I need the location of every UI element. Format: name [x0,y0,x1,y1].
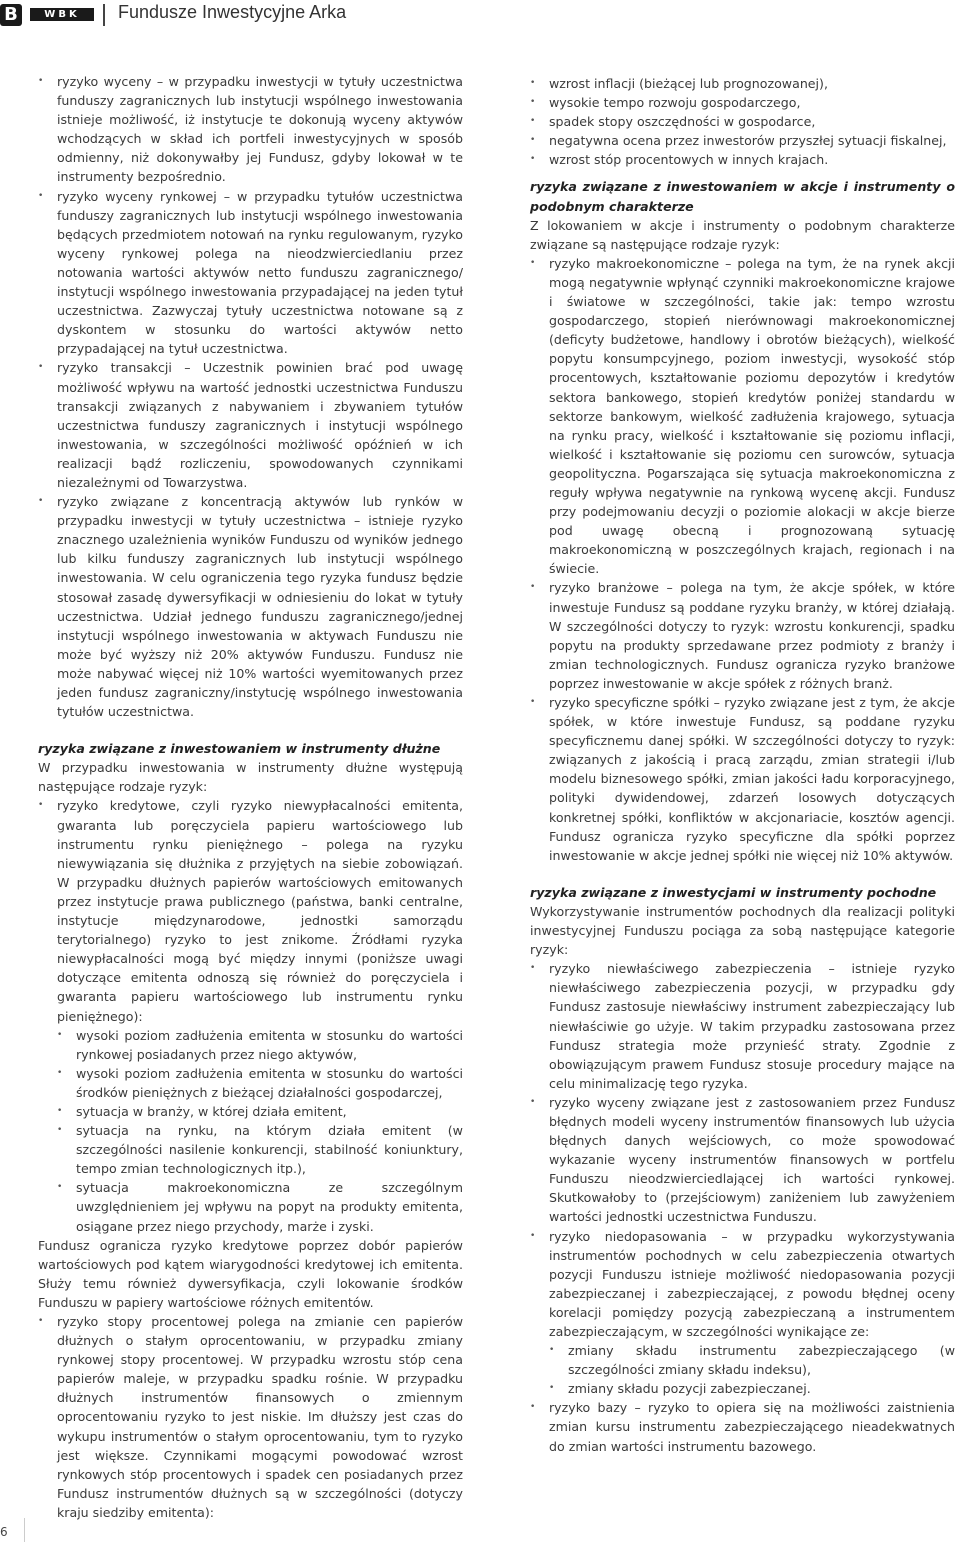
list-item: • ryzyko związane z koncentracją aktywów lub rynków w przypadku inwestycji w tytuły uczestnictwa – istnieje ryzyko znacznego uzależnienia wyników Funduszu od wyników jednego lub kilku funduszy zagranicznych lub instytucji wspólnego inwestowania. W celu ograniczenia tego ryzyka fundusz będzie stosował zasadę dywersyfikacji w odniesieniu do lokat w tytuły uczestnictwa. Udział jednego funduszu zagranicznego/jednej instytucji wspólnego inwestowania w aktywach Funduszu nie może być wyższy niż 20% aktywów Funduszu. Fundusz nie może nabywać więcej niż 10% wartości wyemitowanych przez jeden fundusz zagraniczny/instytucję wspólnego inwestowania tytułów uczestnictwa. [38,492,463,721]
right-column [530,74,955,1456]
left-column [38,72,463,1522]
list-item: • wzrost inflacji (bieżącej lub prognozowanej), [530,74,955,93]
section-heading-derivatives: ryzyka związane z inwestycjami w instrumenty pochodne [530,884,937,900]
rate-factor-list [530,74,955,169]
page-number: 6 [0,1525,8,1539]
wbk-logo: WBK [30,8,94,21]
list-item: • spadek stopy oszczędności w gospodarce, [530,112,955,131]
list-item: • ryzyko wyceny – w przypadku inwestycji w tytuły uczestnictwa funduszy zagranicznych lub instytucji wspólnego inwestowania istnieje możliwość, iż instytucje te dokonują wyceny aktywów wchodzących w skład ich portfeli inwestycyjnych w sposób odmienny, niż dokonywałby jej Fundusz, gdyby lokował w te instrumenty bezpośrednio. [38,72,463,187]
equity-risk-list [530,254,955,865]
sub-list-item: • wysoki poziom zadłużenia emitenta w stosunku do wartości rynkowej posiadanych przez niego aktywów, [57,1026,463,1064]
section-intro-debt: W przypadku inwestowania w instrumenty dłużne występują następujące rodzaje ryzyk: [38,760,463,795]
sub-list-item: • sytuacja na rynku, na którym działa emitent (w szczególności nasilenie konkurencji, stabilność koniunktury, tempo zmian technologicznych itp.), [57,1121,463,1178]
derivative-risk-list [530,959,955,1455]
list-item [38,796,463,1235]
list-item: • ryzyko wyceny rynkowej – w przypadku tytułów uczestnictwa funduszy zagranicznych lub instytucji wspólnego inwestowania będących przedmiotem notowań na rynku regulowanym, ryzyko wyceny rynkowej polega na nieodzwierciedlaniu przez notowania wartości aktywów netto funduszu zagranicznego/ instytucji wspólnego inwestowania przypadającej na jeden tytuł uczestnictwa. Zazwyczaj tytuły uczestnictwa notowane są z dyskontem w stosunku do wartości aktywów netto przypadającej na tytuł uczestnictwa. [38,187,463,359]
sub-list-item: • sytuacja makroekonomiczna ze szczególnym uwzględnieniem jej wpływu na popyt na produkty emitenta, osiągane przez niego przychody, marże i zyski. [57,1178,463,1235]
list-item: • ryzyko wyceny związane jest z zastosowaniem przez Fundusz błędnych modeli wyceny instrumentów finansowych lub użycia błędnych danych wejściowych, co może spowodować wykazanie wyceny instrumentów finansowych w portfelu Funduszu nieodzwierciedlającej ich wartości rynkowej. Skutkowałoby to (przejściowym) zaniżeniem lub zawyżeniem wartości jednostki uczestnictwa Funduszu. [530,1093,955,1227]
list-item: • ryzyko niewłaściwego zabezpieczenia – istnieje ryzyko niewłaściwego zabezpieczenia pozycji, w przypadku gdy Fundusz zastosuje niewłaściwy instrument zabezpieczający lub niewłaściwie go użyje. W takim przypadku zastosowana przez Fundusz strategia może przynieść straty. Zgodnie z obowiązującym prawem Fundusz stosuje procedury mające na celu minimalizację tego ryzyka. [530,959,955,1093]
page-header [0,0,960,30]
credit-risk-outro: Fundusz ogranicza ryzyko kredytowe poprzez dobór papierów wartościowych pod kątem wiarygodności kredytowej ich emitenta. Służy temu również dywersyfikacja, czyli lokowanie środków Funduszu w papiery wartościowe różnych emitentów. [38,1237,463,1310]
page-title: Fundusze Inwestycyjne Arka [118,2,347,22]
sub-list-item: • wysoki poziom zadłużenia emitenta w stosunku do wartości środków pieniężnych z bieżącej działalności gospodarczej, [57,1064,463,1102]
credit-risk-sublist [57,1026,463,1236]
header-divider [103,4,105,26]
section-heading-debt: ryzyka związane z inwestowaniem w instrumenty dłużne [38,741,441,757]
debt-risk-list [38,796,463,1235]
list-item: • wysokie tempo rozwoju gospodarczego, [530,93,955,112]
footer-divider [24,1518,25,1542]
list-item: • negatywna ocena przez inwestorów przyszłej sytuacji fiskalnej, [530,131,955,150]
sub-list-item: • zmiany składu instrumentu zabezpieczającego (w szczególności zmiany składu indeksu), [549,1341,955,1379]
list-item [530,1227,955,1399]
section-intro-derivatives: Wykorzystywanie instrumentów pochodnych dla realizacji polityki inwestycyjnej Funduszu pociąga za sobą następujące kategorie ryzyk: [530,903,955,958]
list-item: • ryzyko bazy – ryzyko to opiera się na możliwości zaistnienia zmian kursu instrumentu zabezpieczającego nieadekwatnych do zmian wartości instrumentu bazowego. [530,1398,955,1455]
sub-list-item: • sytuacja w branży, w której działa emitent, [57,1102,463,1121]
credit-risk-text: ryzyko kredytowe, czyli ryzyko niewypłacalności emitenta, gwaranta lub poręczyciela papieru wartościowego lub instrumentu rynku pieniężnego – polega na ryzyku niewywiązania się dłużnika z przyjętych na siebie zobowiązań. W przypadku dłużnych papierów wartościowych emitowanych przez instytucje prawa publicznego (państwa, banki centralne, instytucje międzynarodowe, jednostki samorządu terytorialnego) ryzyko to jest znikome. Źródłami ryzyka niewypłacalności mogą być między innymi (poniższe uwagi dotyczące emitenta odnoszą się również do poręczyciela i gwaranta papieru wartościowego lub instrumentu rynku pieniężnego): [57,798,463,1024]
list-item: • ryzyko makroekonomiczne – polega na tym, że na rynek akcji mogą negatywnie wpłynąć czynniki makroekonomiczne krajowe i światowe w szczególności, takie jak: tempo wzrostu gospodarczego, stopień nierównowagi makroekonomicznej (deficyty budżetowe, handlowy i obrotów bieżących), wielkość popytu konsumpcyjnego, poziom inwestycji, wysokość stóp procentowych, kształtowanie poziomu depozytów i kredytów sektora bankowego, stopień kredytów poniżej standardu w sektorze bankowym, wielkość zadłużenia krajowego, sytuacja na rynku pracy, wielkość i kształtowanie się poziomu inflacji, wielkość i kształtowanie się poziomu cen surowców, sytuacja geopolityczna. Pogarszająca się sytuacja makroekonomiczna z reguły wpływa negatywnie na rynkową wycenę akcji. Fundusz przy podejmowaniu decyzji o poziomie alokacji w akcje bierze pod uwagę obecną i prognozowaną sytuację makroekonomiczną w poszczególnych krajach, regionach i na świecie. [530,254,955,579]
bank-logo-icon: B [0,4,22,26]
fund-risk-list [38,72,463,721]
mismatch-risk-text: ryzyko niedopasowania – w przypadku wykorzystywania instrumentów pochodnych w celu zabezpieczenia otwartych pozycji Funduszu istnieje możliwość niedopasowania pozycji zabezpieczanej i zabezpieczającej, z powodu błędnej oceny korelacji pomiędzy pozycją zabezpieczaną a instrumentem zabezpieczającym, w szczególności wynikające ze: [549,1228,955,1339]
list-item: • ryzyko transakcji – Uczestnik powinien brać pod uwagę możliwość wpływu na wartość jednostki uczestnictwa Funduszu transakcji związanych z nabywaniem i zbywaniem tytułów uczestnictwa funduszy zagranicznych i instytucji wspólnego inwestowania, w szczególności możliwość opóźnień w ich realizacji bądź rozliczeniu, spowodowanych czynnikami niezależnymi od Towarzystwa. [38,358,463,492]
sub-list-item: • zmiany składu pozycji zabezpieczanej. [549,1379,955,1398]
section-heading-equity: ryzyka związane z inwestowaniem w akcje i instrumenty o podobnym charakterze [530,179,955,214]
list-item: • wzrost stóp procentowych w innych krajach. [530,150,955,169]
list-item: • ryzyko branżowe – polega na tym, że akcje spółek, w które inwestuje Fundusz są poddane ryzyku branży, w której działają. W szczególności dotyczy to ryzyk: wzrostu konkurencji, spadku popytu na produkty sprzedawane przez podmioty z branży i zmian technologicznych. Fundusz ogranicza ryzyko branżowe poprzez inwestowanie w akcje spółek z różnych branż. [530,578,955,693]
section-intro-equity: Z lokowaniem w akcje i instrumenty o podobnym charakterze związane są następujące rodzaje ryzyk: [530,217,955,252]
mismatch-sublist [549,1341,955,1398]
list-item: • ryzyko specyficzne spółki – ryzyko związane jest z tym, że akcje spółek, w które inwestuje Fundusz, są poddane ryzyku specyficznemu danej spółki. W szczególności dotyczy to ryzyk: związanych z jakością i pracą zarządu, zmian strategii i/lub modelu biznesowego spółki, zmian jakości ładu korporacyjnego, polityki dywidendowej, zdarzeń losowych dotyczących konkretnej spółki, konfliktów w akcjonariacie, kosztów agencji. Fundusz ogranicza ryzyko specyficzne dla spółki poprzez inwestowanie w akcje jednej spółki nie więcej niż 10% aktywów. [530,693,955,865]
list-item: • ryzyko stopy procentowej polega na zmianie cen papierów dłużnych o stałym oprocentowaniu, w przypadku zmiany rynkowej stopy procentowej. W przypadku wzrostu stóp cena papierów maleje, w przypadku spadku rośnie. W przypadku dłużnych instrumentów finansowych o zmiennym oprocentowaniu ryzyko to jest niskie. Im dłuższy jest czas do wykupu instrumentów o stałym oprocentowaniu, tym to ryzyko jest większe. Czynnikami mogącymi powodować wzrost rynkowych stóp procentowych i spadek cen posiadanych przez Fundusz instrumentów dłużnych są w szczególności (dotyczy kraju siedziby emitenta): [38,1312,463,1522]
rate-risk-list [38,1312,463,1522]
